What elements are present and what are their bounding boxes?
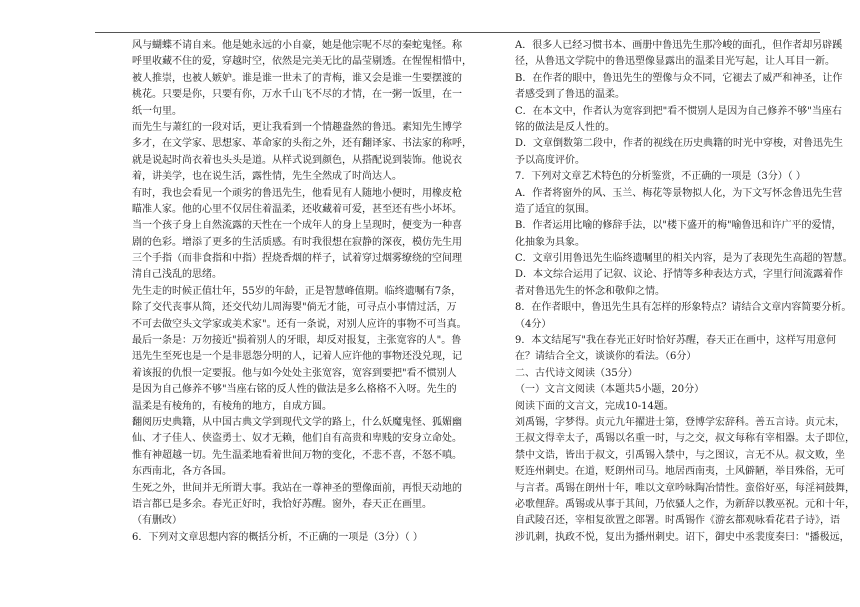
right-column-line: 8．在作者眼中，鲁迅先生具有怎样的形象特点？请结合文章内容简要分析。 [515, 302, 852, 314]
left-column-line: 东西南北，各方各国。 [132, 466, 232, 478]
left-column-line: 呼里收藏不住的爱，穿越时空，依然是完美无比的晶莹剔透。在惺惺相惜中， [132, 56, 472, 68]
left-column-line: 风与蝴蝶不请自来。他是她永远的小自豪，她是他宗呢不尽的秦蛇鬼怪。称 [132, 40, 462, 51]
left-column-line: 当一个孩子身上自然流露的天性在一个成年人的身上呈现时，便变为一种喜 [132, 220, 462, 232]
right-column-line: A．很多人已经习惯书本、画册中鲁迅先生那冷峻的面孔，但作者却另辟蹊 [515, 40, 843, 51]
left-column-line: 不可去做空头文学家或美术家"。还有一条说，对别人应许的事物不可当真。 [132, 318, 467, 330]
right-column-line: C．文章引用鲁迅先生临终遗嘱里的相关内容，是为了表现先生高超的智慧。 [515, 253, 853, 265]
right-column-line: 者感受到了鲁迅的温柔。 [515, 89, 625, 101]
left-column-line: 翻阅历史典籍，从中国古典文学到现代文学的路上，什么妖魔鬼怪、狐媚幽 [132, 416, 462, 428]
right-column-line: 禁中文诰，皆出于叔文，引禹锡入禁中，与之图议，言无不从。叔文败，坐 [515, 449, 845, 461]
left-column-line: 三个手指（而非食指和中指）捏烧香烟的样子，试着穿过烟雾缭绕的空间理 [132, 253, 462, 265]
right-column-line: B．在作者的眼中，鲁迅先生的塑像与众不同，它褪去了威严和神圣，让作 [515, 72, 843, 84]
left-column-line: （有删改） [132, 515, 182, 527]
right-column-line: 涉讥刺，执政不悦，复出为播州刺史。诏下，御史中丞裴度奏曰："播极远， [515, 531, 850, 543]
right-column-line: 阅读下面的文言文，完成10-14题。 [515, 400, 674, 412]
right-column-line: 化抽象为具象。 [515, 236, 585, 248]
right-column-line: 在？请结合全文，谈谈你的看法。（6分） [515, 351, 697, 363]
right-column-line: 9．本文结尾写"我在春光正好时恰好苏醒，春天正在画中，这样写用意何 [515, 335, 836, 347]
right-column-line: （一）文言文阅读（本题共5小题，20分） [515, 384, 705, 396]
right-column-line: 铭的做法是反人性的。 [515, 121, 615, 133]
left-column-line: 先生走的时候正值壮年，55岁的年龄，正是智慧峰值期。临终遗嘱有7条， [132, 285, 462, 297]
right-column-line: C．在本文中，作者认为宽容到把"看不惯别人是因为自己修养不够"当座右 [515, 105, 842, 117]
left-column-line: 生死之外，世间并无所谓大事。我站在一尊神圣的塑像面前，再恨天动地的 [132, 482, 462, 494]
right-column-line: 7．下列对文章艺术特色的分析鉴赏，不正确的一项是（3分）（ ） [515, 171, 806, 183]
page-top-rule [95, 32, 820, 33]
left-column-line: 语言都已是多余。春光正好时，我恰好苏醒。窗外，春天正在画里。 [132, 498, 432, 510]
right-column-line: （4分） [515, 318, 552, 330]
right-column-line: 王叔文得幸太子，禹锡以名重一时，与之交，叔文每称有宰相器。太子即位， [515, 433, 855, 445]
left-column [132, 38, 472, 546]
left-column-line: 除了交代丧事从简，还交代幼儿周海婴"倘无才能，可寻点小事情过活，万 [132, 302, 457, 314]
right-column-line: D．本文综合运用了记叙、议论、抒情等多种表达方式，字里行间流露着作 [515, 269, 844, 281]
right-column-line: 造了适宜的氛围。 [515, 203, 595, 215]
left-column-line: 而先生与萧红的一段对话，更让我看到一个情趣盎然的鲁迅。素知先生博学 [132, 121, 462, 133]
right-column-line: A．作者将窗外的风、玉兰、梅花等景物拟人化，为下文写怀念鲁迅先生营 [515, 187, 843, 199]
left-column-line: 就是说起时尚衣着也头头是道。从样式说到颜色，从搭配说到装饰。他说衣 [132, 154, 462, 166]
left-column-line: 6．下列对文章思想内容的概括分析，不正确的一项是（3分）（ ） [132, 531, 423, 543]
right-column-line: 自武陵召还，宰相复欲置之郎署。时禹锡作《游玄都观咏看花君子诗》，语 [515, 515, 840, 527]
right-column-line: 二、古代诗文阅读（35分） [515, 367, 638, 379]
left-column-line: 着该报的仇恨一定要报。他与如今处处主张宽容，宽容到要把"看不惯别人 [132, 367, 457, 379]
right-column-line: 必歌俚辞。禹锡或从事于其间，乃依骚人之作，为新辞以教巫祝。元和十年， [515, 498, 855, 510]
right-column-line: 者对鲁迅先生的怀念和敬仰之情。 [515, 285, 665, 297]
left-column-line: 着，讲美学，也在说生活，露性情，先生全然成了时尚达人。 [132, 171, 402, 183]
left-column-line: 瞄准人家。他的心里不仅居住着温柔，还收藏着可爱，甚至还有些小坏坏。 [132, 203, 462, 215]
right-column-line: 刘禹锡，字梦得。贞元九年擢进士第，登博学宏辞科。善五言诗。贞元末， [515, 416, 845, 428]
left-column-line: 纸一句里。 [132, 105, 182, 117]
left-column-line: 迅先生至死也是一个是非恩怨分明的人，记着人应许他的事物还没兑现，记 [132, 351, 462, 363]
left-column-line: 清自己浅乱的思绪。 [132, 269, 222, 281]
right-column-line: 与言者。禹锡在朗州十年，唯以文章吟咏陶冶情性。蛮俗好巫，每淫祠鼓舞， [515, 482, 855, 494]
left-column-line: 有时，我也会看见一个顽劣的鲁迅先生，他看见有人随地小便时，用橡皮枪 [132, 187, 462, 199]
left-column-line: 多才，在文学家、思想家、革命家的头衔之外，还有翻译家、书法家的称呼， [132, 138, 472, 150]
left-column-line: 桃花。只要是你，只要有你，万水千山飞不尽的才情，在一粥一饭里，在一 [132, 89, 462, 101]
left-column-line: 仙、才子佳人、侠盗勇士、奴才无赖，他们自有高贵和卑贱的安身立命处。 [132, 433, 462, 445]
left-column-line: 惟有神超越一切。先生温柔地看着世间万物的变化，不悲不喜，不怒不嗔。 [132, 449, 462, 461]
left-column-line: 最后一条是：万勿接近"损着别人的牙眼，却反对报复，主张宽容的人"。鲁 [132, 335, 462, 347]
right-column-line: 贬连州刺史。在道，贬朗州司马。地居西南夷，土风僻陋，举目殊俗，无可 [515, 466, 845, 478]
right-column-line: 径，从鲁迅文学院中的鲁迅塑像显露出的温柔目光写起，让人耳目一新。 [515, 56, 835, 68]
right-column-line: 予以高度评价。 [515, 154, 585, 166]
left-column-line: 是因为自己修养不够"当座右铭的反人性的做法是多么格格不入呀。先生的 [132, 384, 457, 396]
left-column-line: 剧的色彩。增添了更多的生活质感。有时我很想在寂静的深夜，模仿先生用 [132, 236, 462, 248]
left-column-line: 被人推崇，也被人嫉妒。谁是谁一世未了的青梅，谁又会是谁一生要摆渡的 [132, 72, 462, 84]
right-column-line: D．文章倒数第二段中，作者的视线在历史典籍的时光中穿梭，对鲁迅先生 [515, 138, 844, 150]
right-column-line: B．作者运用比喻的修辞手法，以"楼下盛开的梅"喻鲁迅和许广平的爱情， [515, 220, 842, 232]
right-column [515, 38, 855, 546]
left-column-line: 温柔是有棱角的，有棱角的地方，自成方圆。 [132, 400, 332, 412]
